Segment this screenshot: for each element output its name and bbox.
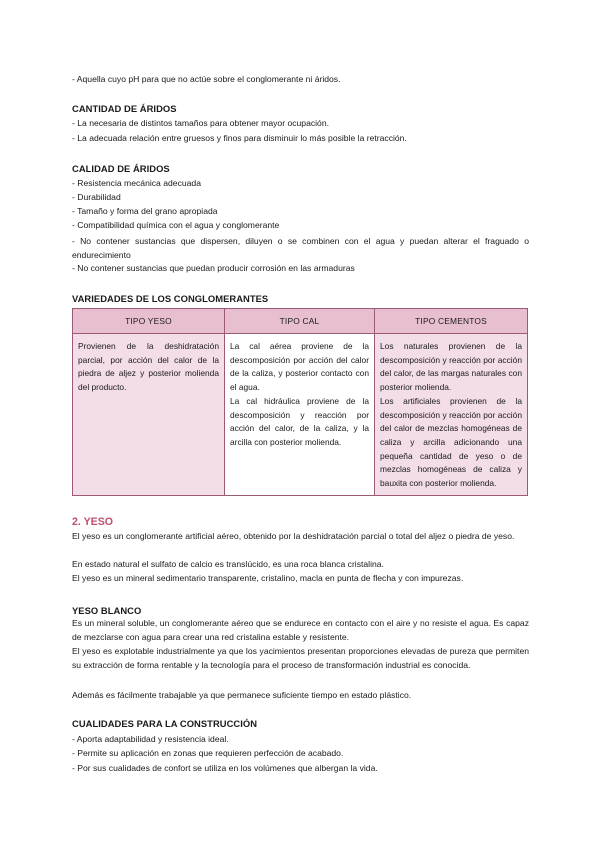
list-item: - No contener sustancias que dispersen, diluyen o se combinen con el agua y puedan alterar el fraguado o endurecimiento: [72, 236, 529, 260]
list-item: - Aporta adaptabilidad y resistencia ideal.: [72, 734, 229, 744]
list-item: - Resistencia mecánica adecuada: [72, 178, 201, 188]
yeso-paragraph: El yeso es un conglomerante artificial aéreo, obtenido por la deshidratación parcial o total del aljez o piedra de yeso.: [72, 531, 515, 541]
conglomerantes-table: [72, 308, 528, 496]
table-header-row: [73, 309, 528, 334]
cementos-cell: [375, 334, 528, 496]
cementos-cell-text-1: Los naturales provienen de la descomposición y reacción por acción del calor, de las margas naturales con posterior molienda.: [380, 341, 522, 393]
cementos-cell-text-2: Los artificiales provienen de la descomposición y reacción por acción del calor de mezclas homogéneas de caliza y arcilla adicionando una pequeña cantidad de yeso o de mezclas homogéneas de caliza y bauxita con posterior molienda.: [380, 395, 522, 489]
variedades-heading: VARIEDADES DE LOS CONGLOMERANTES: [72, 293, 269, 304]
list-item: - Permite su aplicación en zonas que requieren perfección de acabado.: [72, 748, 344, 758]
cal-cell-text-1: La cal aérea proviene de la descomposición por acción del calor de la caliza, y posterior contacto con el agua.: [230, 341, 369, 393]
table-row: [73, 334, 528, 496]
section-title-yeso: 2. YESO: [72, 516, 114, 528]
yeso-paragraph: En estado natural el sulfato de calcio es translúcido, es una roca blanca cristalina.: [72, 559, 384, 569]
list-item: - Durabilidad: [72, 192, 121, 202]
yeso-paragraph: El yeso es un mineral sedimentario transparente, cristalino, macla en punta de flecha y con impurezas.: [72, 573, 464, 583]
cantidad-heading: CANTIDAD DE ÁRIDOS: [72, 103, 177, 114]
list-item: - No contener sustancias que puedan producir corrosión en las armaduras: [72, 263, 355, 273]
yeso-cell-text: Provienen de la deshidratación parcial, por acción del calor de la piedra de aljez y posterior molienda del producto.: [78, 341, 219, 393]
list-item: - Compatibilidad química con el agua y conglomerante: [72, 220, 280, 230]
cal-cell-text-2: La cal hidráulica proviene de la descomposición y reacción por acción del calor, de la caliza, y la arcilla con posterior molienda.: [230, 395, 369, 447]
cal-cell: [225, 334, 375, 496]
column-header: TIPO YESO: [73, 309, 225, 334]
yeso-blanco-paragraph: Además es fácilmente trabajable ya que permanece suficiente tiempo en estado plástico.: [72, 690, 412, 700]
yeso-blanco-paragraph: El yeso es explotable industrialmente ya que los yacimientos presentan proporciones elevadas de pureza que permiten su extracción de forma rentable y la tecnología para el proceso de transformación industrial es conocida.: [72, 646, 529, 670]
column-header: TIPO CEMENTOS: [375, 309, 528, 334]
yeso-cell: [73, 334, 225, 496]
cualidades-heading: CUALIDADES PARA LA CONSTRUCCIÓN: [72, 718, 258, 729]
list-item: - Tamaño y forma del grano apropiada: [72, 206, 218, 216]
intro-line: - Aquella cuyo pH para que no actúe sobre el conglomerante ni áridos.: [72, 74, 341, 84]
list-item: - La adecuada relación entre gruesos y finos para disminuir lo más posible la retracción.: [72, 133, 407, 143]
list-item: - Por sus cualidades de confort se utiliza en los volúmenes que albergan la vida.: [72, 763, 378, 773]
yeso-blanco-paragraph: Es un mineral soluble, un conglomerante aéreo que se endurece en contacto con el aire y no resiste el agua. Es capaz de mezclarse con agua para crear una red cristalina estable y resistente.: [72, 618, 529, 642]
column-header: TIPO CAL: [225, 309, 375, 334]
calidad-heading: CALIDAD DE ÁRIDOS: [72, 163, 170, 174]
list-item: - La necesaria de distintos tamaños para obtener mayor ocupación.: [72, 118, 330, 128]
yeso-blanco-heading: YESO BLANCO: [72, 605, 142, 616]
